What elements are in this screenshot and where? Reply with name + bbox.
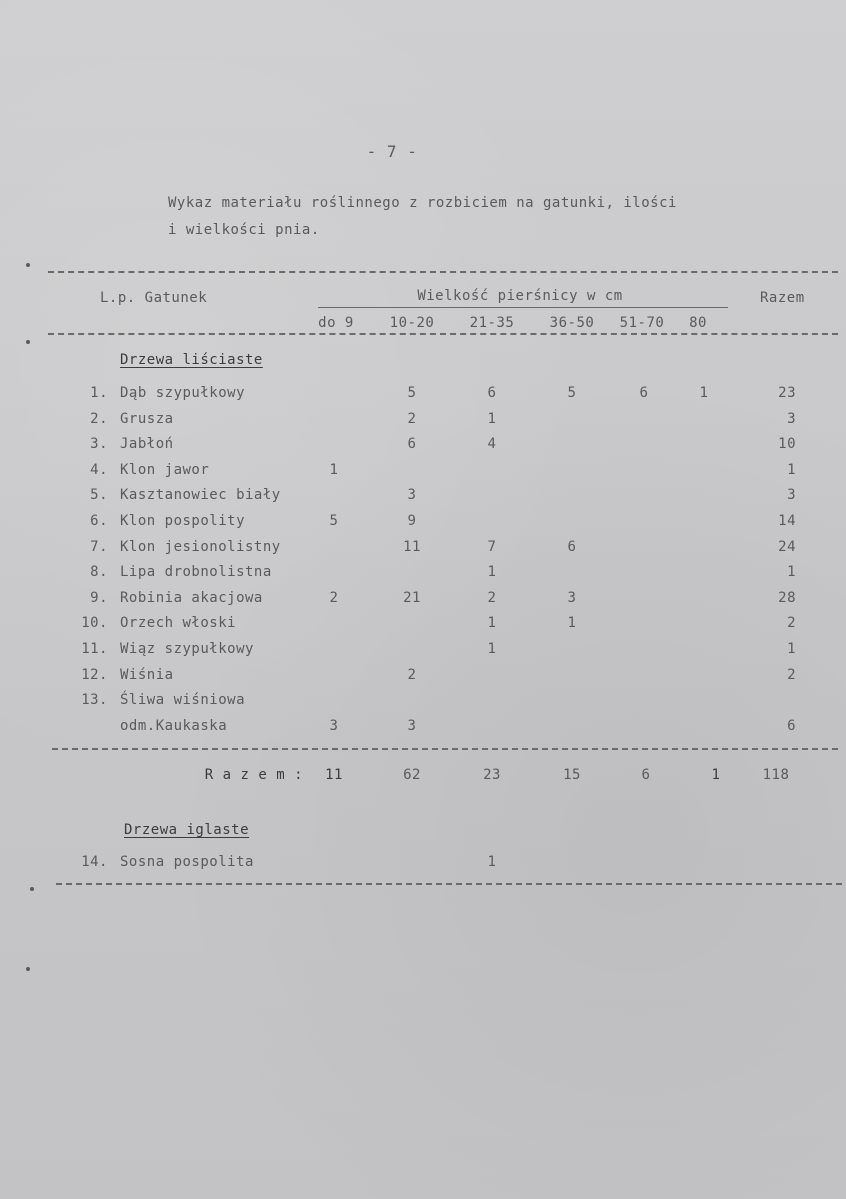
- margin-dot: [26, 340, 30, 344]
- count-value: 1: [329, 461, 339, 478]
- count-value: 21: [403, 589, 421, 606]
- row-total: 1: [787, 461, 796, 478]
- count-value: 1: [487, 564, 497, 581]
- row-number: 9.: [90, 589, 108, 606]
- total-value: 23: [483, 767, 501, 783]
- row-total: 2: [787, 615, 796, 632]
- species-name: Wiśnia: [120, 666, 174, 683]
- header-size-class: 51-70: [619, 315, 665, 331]
- row-total: 3: [787, 410, 796, 427]
- species-name: Jabłoń: [120, 436, 174, 453]
- species-name: Orzech włoski: [120, 615, 237, 632]
- totals-label: R a z e m :: [204, 767, 303, 783]
- count-value: 1: [487, 410, 497, 427]
- intro-line-2: i wielkości pnia.: [168, 222, 320, 238]
- row-number: 14.: [81, 854, 108, 870]
- count-value: 3: [329, 718, 339, 735]
- row-number: 13.: [81, 692, 108, 709]
- row-number: 1.: [90, 385, 108, 401]
- species-name: Sosna pospolita: [120, 854, 254, 870]
- count-value: 6: [487, 385, 497, 401]
- row-total: 24: [778, 538, 796, 555]
- species-name: Robinia akacjowa: [120, 589, 263, 606]
- intro-line-1: Wykaz materiału roślinnego z rozbiciem na gatunki, ilości: [168, 195, 677, 211]
- count-value: 6: [407, 436, 417, 453]
- row-number: 12.: [81, 666, 108, 683]
- species-name: Klon pospolity: [120, 513, 246, 529]
- count-value: 4: [487, 436, 497, 453]
- count-value: 2: [407, 666, 417, 683]
- section-title-deciduous: Drzewa liściaste: [120, 352, 263, 368]
- count-value: 5: [567, 385, 577, 401]
- row-number: 2.: [90, 410, 108, 427]
- count-value: 6: [567, 538, 577, 555]
- count-value: 5: [407, 385, 417, 401]
- row-total: 1: [787, 641, 796, 657]
- row-total: 2: [787, 666, 796, 683]
- header-size-class: 80: [689, 315, 707, 331]
- count-value: 1: [487, 641, 497, 657]
- row-total: 14: [778, 513, 796, 529]
- total-value: 62: [403, 767, 421, 783]
- row-number: 8.: [90, 564, 108, 581]
- header-lp-gatunek: L.p. Gatunek: [100, 290, 208, 306]
- margin-dot: [30, 887, 34, 891]
- count-value: 2: [487, 589, 497, 606]
- row-total: 1: [787, 564, 796, 581]
- total-value: 6: [641, 767, 651, 783]
- row-total: 10: [778, 436, 796, 453]
- count-value: 9: [407, 513, 417, 529]
- row-number: 3.: [90, 436, 108, 453]
- count-value: 1: [487, 615, 497, 632]
- table-top-rule: [48, 271, 838, 273]
- margin-dot: [26, 263, 30, 267]
- row-total: 28: [778, 589, 796, 606]
- section-title-conifers: Drzewa iglaste: [124, 822, 250, 838]
- species-name: Kasztanowiec biały: [120, 487, 281, 504]
- row-total: 6: [787, 718, 796, 735]
- page-number: - 7 -: [366, 142, 418, 161]
- row-number: 11.: [81, 641, 108, 657]
- totals-top-rule: [52, 748, 838, 750]
- row-number: 6.: [90, 513, 108, 529]
- count-value: 1: [487, 854, 497, 870]
- header-size-class: 21-35: [469, 315, 515, 331]
- total-value: 118: [762, 767, 790, 783]
- count-value: 1: [699, 385, 709, 401]
- count-value: 1: [567, 615, 577, 632]
- header-size-class: 10-20: [389, 315, 435, 331]
- count-value: 2: [329, 589, 339, 606]
- row-total: 3: [787, 487, 796, 504]
- count-value: 5: [329, 513, 339, 529]
- row-number: 7.: [90, 538, 108, 555]
- header-size-group: Wielkość pierśnicy w cm: [417, 288, 623, 304]
- species-name: Wiąz szypułkowy: [120, 641, 254, 657]
- count-value: 6: [639, 385, 649, 401]
- count-value: 3: [407, 487, 417, 504]
- species-name: Dąb szypułkowy: [120, 385, 246, 401]
- species-name: Lipa drobnolistna: [120, 564, 272, 581]
- count-value: 7: [487, 538, 497, 555]
- count-value: 11: [403, 538, 421, 555]
- row-number: 4.: [90, 461, 108, 478]
- header-razem: Razem: [760, 290, 805, 306]
- header-size-class: 36-50: [549, 315, 595, 331]
- count-value: 2: [407, 410, 417, 427]
- species-name: Klon jesionolistny: [120, 538, 281, 555]
- total-value: 1: [711, 767, 721, 783]
- header-bottom-rule: [48, 333, 838, 335]
- species-name: Śliwa wiśniowa: [120, 692, 246, 709]
- row-total: 23: [778, 385, 796, 401]
- count-value: 3: [567, 589, 577, 606]
- count-value: 3: [407, 718, 417, 735]
- table-bottom-rule: [56, 883, 842, 885]
- total-value: 11: [325, 767, 343, 783]
- header-size-class: do 9: [318, 315, 354, 331]
- species-name: Grusza: [120, 410, 174, 427]
- species-name-line-2: odm.Kaukaska: [120, 718, 228, 735]
- species-name: Klon jawor: [120, 461, 210, 478]
- row-number: 5.: [90, 487, 108, 504]
- row-number: 10.: [81, 615, 108, 632]
- total-value: 15: [563, 767, 581, 783]
- margin-dot: [26, 967, 30, 971]
- header-group-underline: [318, 307, 728, 308]
